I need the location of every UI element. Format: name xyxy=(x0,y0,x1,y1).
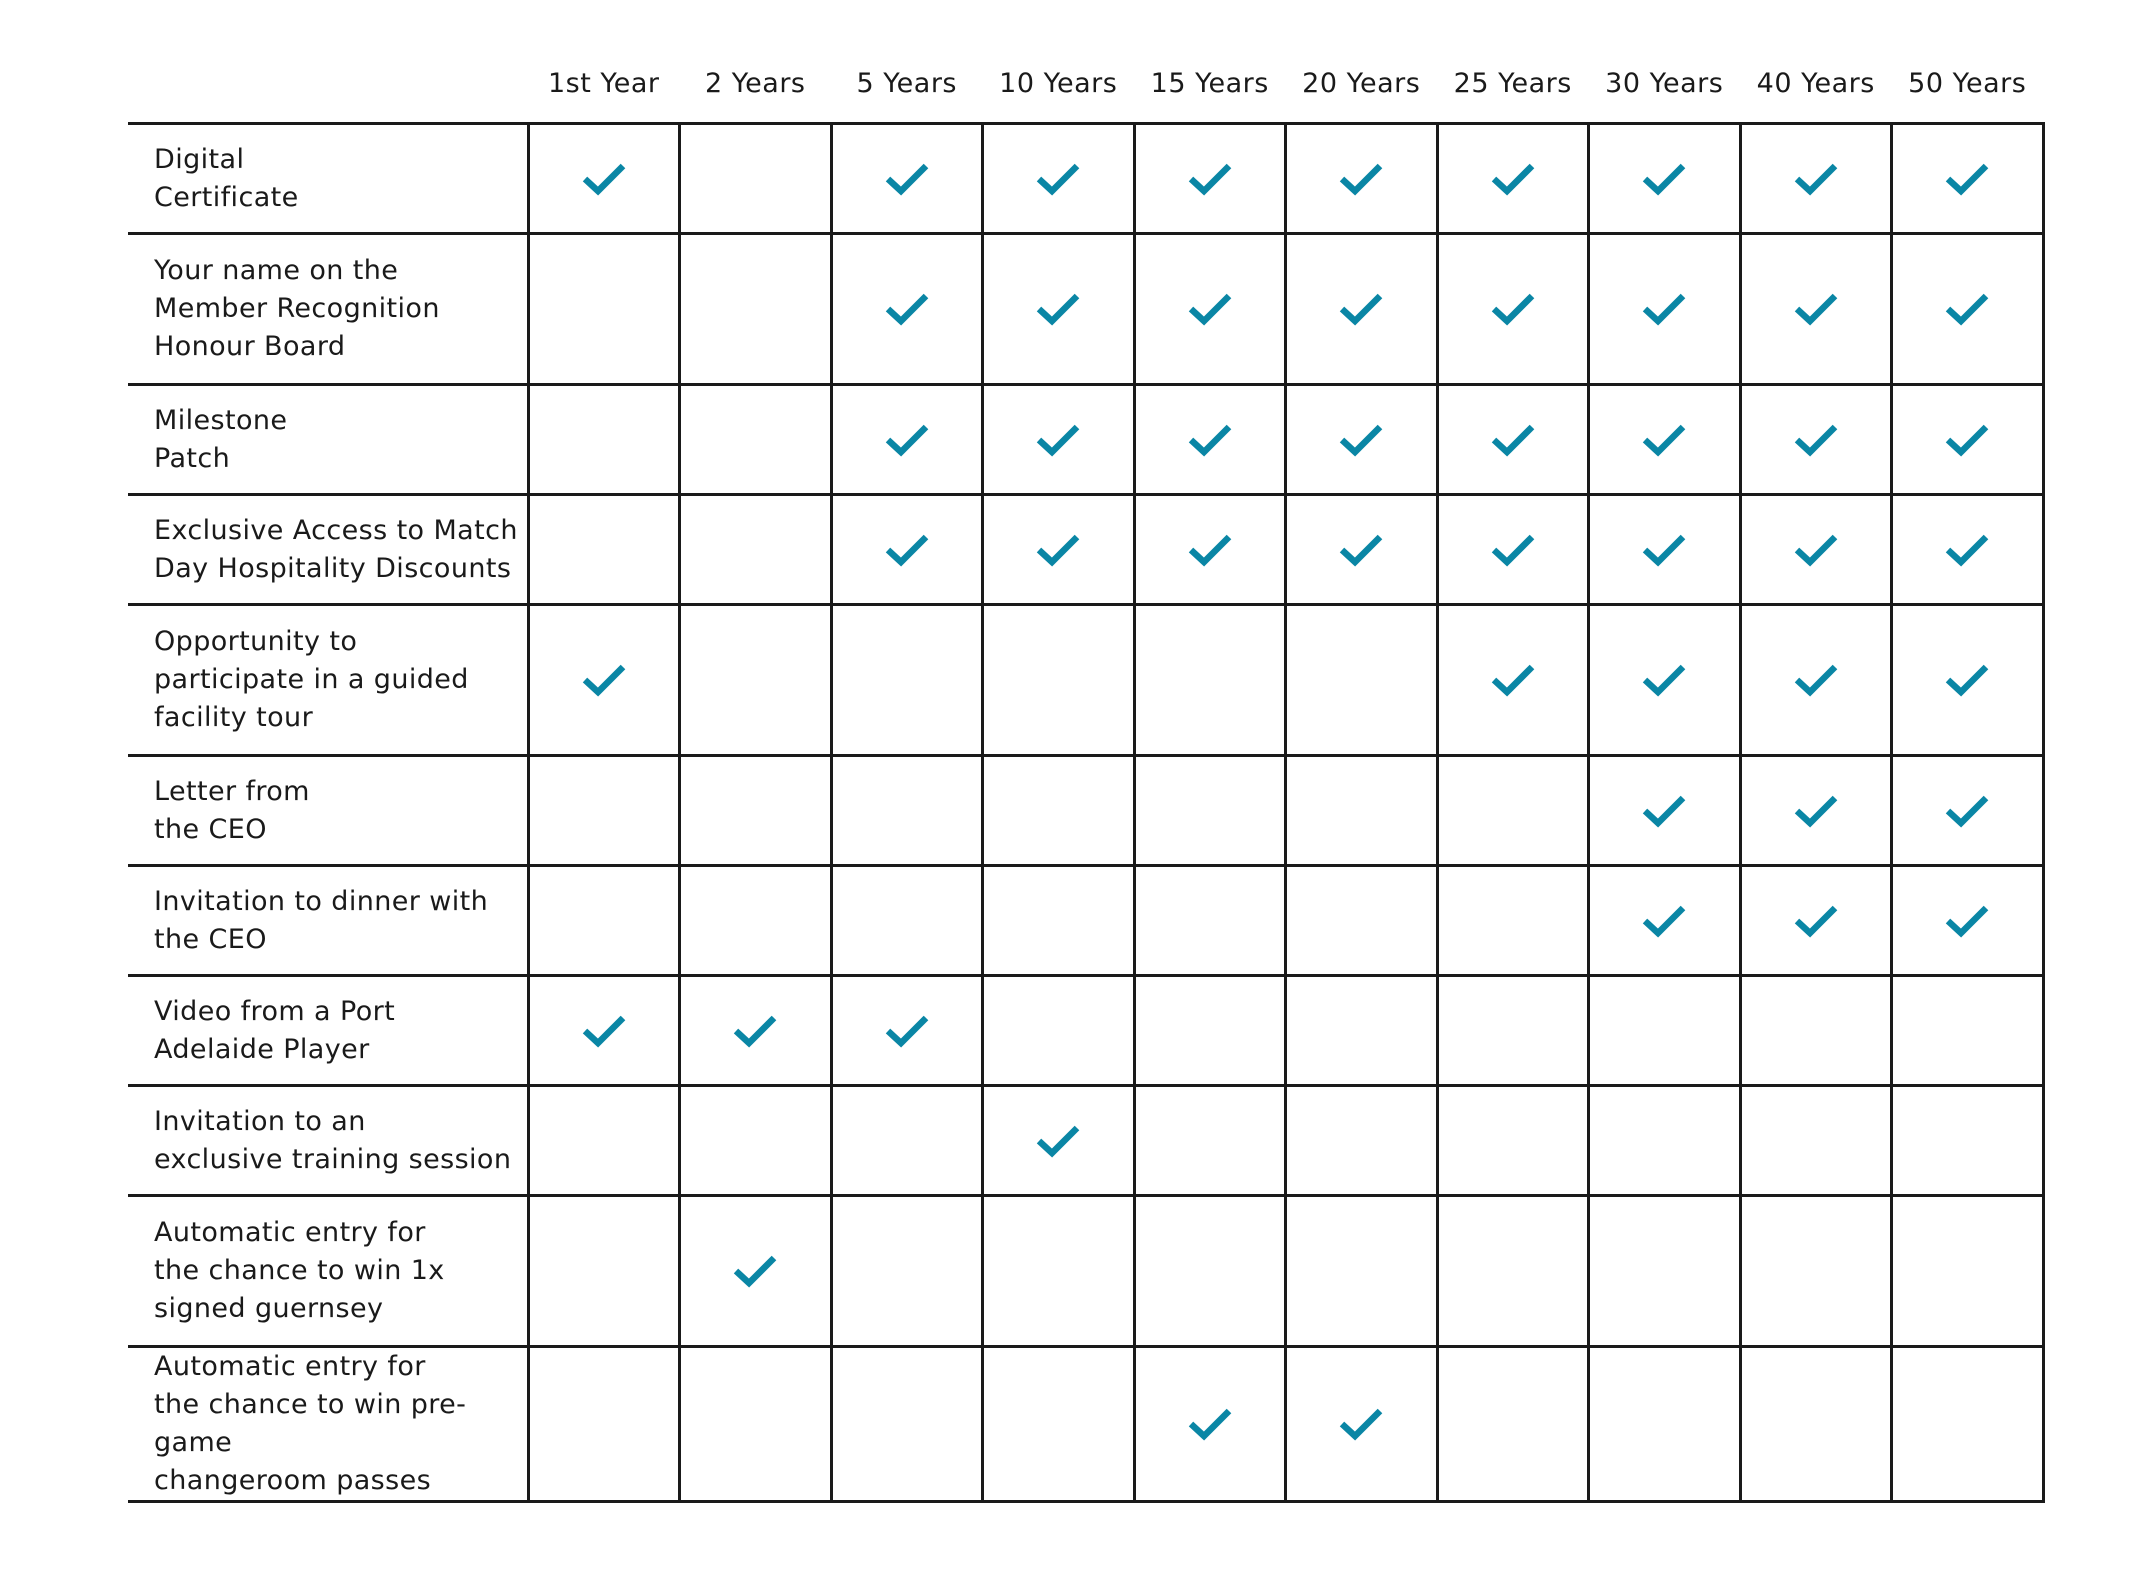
tier-cell xyxy=(1437,234,1589,385)
tier-cell xyxy=(1437,756,1589,866)
tier-cell xyxy=(528,866,680,976)
tier-cell xyxy=(1892,866,2044,976)
check-icon xyxy=(1641,661,1687,699)
tier-cell xyxy=(1589,385,1741,495)
column-header: 2 Years xyxy=(705,67,806,99)
tier-cell xyxy=(1892,124,2044,234)
check-icon xyxy=(1944,160,1990,198)
check-icon xyxy=(1490,290,1536,328)
table-row xyxy=(128,756,2043,866)
tier-cell xyxy=(528,385,680,495)
tier-cell xyxy=(1286,495,1438,605)
tier-cell xyxy=(1134,976,1286,1086)
tier-cell xyxy=(983,1196,1135,1347)
tier-cell xyxy=(831,495,983,605)
tier-cell xyxy=(1134,385,1286,495)
tier-cell xyxy=(1740,385,1892,495)
check-icon xyxy=(1338,1405,1384,1443)
tier-cell xyxy=(1589,1347,1741,1502)
check-icon xyxy=(1641,792,1687,830)
tier-cell xyxy=(680,124,832,234)
tier-cell xyxy=(1589,866,1741,976)
table-row xyxy=(128,866,2043,976)
tier-cell xyxy=(1286,1086,1438,1196)
tier-cell xyxy=(1892,1086,2044,1196)
tier-cell xyxy=(1437,866,1589,976)
benefit-label: Video from a Port Adelaide Player xyxy=(128,976,528,1086)
tier-cell xyxy=(528,1347,680,1502)
tier-cell xyxy=(983,1086,1135,1196)
tier-cell xyxy=(1892,976,2044,1086)
benefit-label: Opportunity to participate in a guided facility tour xyxy=(128,605,528,756)
tier-cell xyxy=(1740,1347,1892,1502)
table-row xyxy=(128,605,2043,756)
check-icon xyxy=(1793,902,1839,940)
tier-cell xyxy=(1740,976,1892,1086)
tier-cell xyxy=(680,234,832,385)
check-icon xyxy=(732,1012,778,1050)
tier-cell xyxy=(1589,1086,1741,1196)
check-icon xyxy=(1793,661,1839,699)
tier-cell xyxy=(1892,234,2044,385)
tier-cell xyxy=(1589,1196,1741,1347)
benefit-label: Invitation to dinner with the CEO xyxy=(128,866,528,976)
tier-cell xyxy=(831,1196,983,1347)
check-icon xyxy=(1187,160,1233,198)
check-icon xyxy=(1490,661,1536,699)
table-row xyxy=(128,1086,2043,1196)
tier-cell xyxy=(1437,1196,1589,1347)
check-icon xyxy=(884,1012,930,1050)
tier-cell xyxy=(1740,605,1892,756)
benefit-label: Digital Certificate xyxy=(128,124,528,234)
check-icon xyxy=(1944,290,1990,328)
check-icon xyxy=(732,1252,778,1290)
tier-cell xyxy=(983,234,1135,385)
tier-cell xyxy=(1589,605,1741,756)
tier-cell xyxy=(680,976,832,1086)
tier-cell xyxy=(1892,495,2044,605)
tier-cell xyxy=(528,976,680,1086)
tier-cell xyxy=(831,866,983,976)
tier-cell xyxy=(680,866,832,976)
check-icon xyxy=(1187,531,1233,569)
table-row xyxy=(128,1347,2043,1502)
check-icon xyxy=(1793,421,1839,459)
check-icon xyxy=(1490,421,1536,459)
check-icon xyxy=(1793,290,1839,328)
tier-cell xyxy=(1286,976,1438,1086)
column-header: 40 Years xyxy=(1756,67,1875,99)
check-icon xyxy=(1035,1122,1081,1160)
tier-cell xyxy=(1892,1347,2044,1502)
tier-cell xyxy=(831,756,983,866)
check-icon xyxy=(1641,290,1687,328)
tier-cell xyxy=(1892,756,2044,866)
check-icon xyxy=(581,160,627,198)
check-icon xyxy=(1944,661,1990,699)
tier-cell xyxy=(1740,866,1892,976)
tier-cell xyxy=(680,1086,832,1196)
check-icon xyxy=(1641,421,1687,459)
tier-cell xyxy=(983,385,1135,495)
tier-cell xyxy=(1740,756,1892,866)
table-row xyxy=(128,124,2043,234)
tier-cell xyxy=(680,605,832,756)
check-icon xyxy=(1641,160,1687,198)
column-header: 15 Years xyxy=(1150,67,1269,99)
tier-cell xyxy=(1589,976,1741,1086)
tier-cell xyxy=(1286,605,1438,756)
tier-cell xyxy=(1286,385,1438,495)
tier-cell xyxy=(1740,1086,1892,1196)
tier-cell xyxy=(983,866,1135,976)
check-icon xyxy=(1338,531,1384,569)
tier-cell xyxy=(1134,756,1286,866)
check-icon xyxy=(1490,531,1536,569)
tier-cell xyxy=(1134,605,1286,756)
tier-cell xyxy=(680,1347,832,1502)
tier-cell xyxy=(1892,605,2044,756)
tier-cell xyxy=(983,495,1135,605)
tier-cell xyxy=(983,756,1135,866)
tier-cell xyxy=(1134,866,1286,976)
column-header: 30 Years xyxy=(1605,67,1724,99)
tier-cell xyxy=(528,756,680,866)
tier-cell xyxy=(831,1086,983,1196)
tier-cell xyxy=(983,605,1135,756)
tier-cell xyxy=(680,756,832,866)
tier-cell xyxy=(1589,495,1741,605)
tier-cell xyxy=(680,385,832,495)
header-corner xyxy=(128,50,528,124)
tier-cell xyxy=(1437,605,1589,756)
check-icon xyxy=(1944,421,1990,459)
tier-cell xyxy=(1286,866,1438,976)
check-icon xyxy=(1793,160,1839,198)
tier-cell xyxy=(831,605,983,756)
tier-cell xyxy=(1286,1196,1438,1347)
tier-cell xyxy=(983,976,1135,1086)
tier-cell xyxy=(831,385,983,495)
tier-cell xyxy=(1892,1196,2044,1347)
tier-cell xyxy=(1134,495,1286,605)
check-icon xyxy=(1944,531,1990,569)
check-icon xyxy=(1793,792,1839,830)
benefit-label: Your name on the Member Recognition Honour Board xyxy=(128,234,528,385)
tier-cell xyxy=(1589,124,1741,234)
benefit-label: Exclusive Access to Match Day Hospitality Discounts xyxy=(128,495,528,605)
table-row xyxy=(128,495,2043,605)
check-icon xyxy=(1338,290,1384,328)
check-icon xyxy=(1944,902,1990,940)
tier-cell xyxy=(831,1347,983,1502)
check-icon xyxy=(1793,531,1839,569)
tier-cell xyxy=(1437,495,1589,605)
tier-cell xyxy=(1134,1086,1286,1196)
check-icon xyxy=(1035,160,1081,198)
tier-cell xyxy=(528,1086,680,1196)
tier-cell xyxy=(1892,385,2044,495)
column-header: 50 Years xyxy=(1908,67,2027,99)
check-icon xyxy=(1035,421,1081,459)
tier-cell xyxy=(680,495,832,605)
tier-cell xyxy=(528,1196,680,1347)
check-icon xyxy=(581,661,627,699)
column-header: 5 Years xyxy=(856,67,957,99)
check-icon xyxy=(884,421,930,459)
benefit-label: Automatic entry for the chance to win pre-game changeroom passes xyxy=(128,1347,528,1502)
check-icon xyxy=(1187,1405,1233,1443)
benefits-table xyxy=(128,50,2045,1503)
check-icon xyxy=(1035,290,1081,328)
tier-cell xyxy=(831,976,983,1086)
check-icon xyxy=(581,1012,627,1050)
check-icon xyxy=(1035,531,1081,569)
table-body xyxy=(128,124,2043,1502)
tier-cell xyxy=(1437,976,1589,1086)
tier-cell xyxy=(1437,385,1589,495)
check-icon xyxy=(884,290,930,328)
check-icon xyxy=(884,531,930,569)
benefit-label: Automatic entry for the chance to win 1x signed guernsey xyxy=(128,1196,528,1347)
check-icon xyxy=(1490,160,1536,198)
tier-cell xyxy=(1134,1196,1286,1347)
benefit-label: Milestone Patch xyxy=(128,385,528,495)
tier-cell xyxy=(1286,1347,1438,1502)
tier-cell xyxy=(983,124,1135,234)
tier-cell xyxy=(1134,124,1286,234)
table-row xyxy=(128,976,2043,1086)
tier-cell xyxy=(1589,756,1741,866)
tier-cell xyxy=(1286,756,1438,866)
tier-cell xyxy=(528,495,680,605)
tier-cell xyxy=(1740,1196,1892,1347)
tier-cell xyxy=(680,1196,832,1347)
check-icon xyxy=(1187,421,1233,459)
column-header: 1st Year xyxy=(547,67,660,99)
tier-cell xyxy=(1740,495,1892,605)
tier-cell xyxy=(1740,234,1892,385)
check-icon xyxy=(1641,531,1687,569)
column-header: 25 Years xyxy=(1453,67,1572,99)
tier-cell xyxy=(1134,234,1286,385)
column-header: 20 Years xyxy=(1302,67,1421,99)
benefit-label: Letter from the CEO xyxy=(128,756,528,866)
check-icon xyxy=(1338,421,1384,459)
table-row xyxy=(128,1196,2043,1347)
tier-cell xyxy=(528,124,680,234)
table-row xyxy=(128,385,2043,495)
tier-cell xyxy=(831,124,983,234)
tier-cell xyxy=(1437,124,1589,234)
table-row xyxy=(128,234,2043,385)
check-icon xyxy=(1338,160,1384,198)
check-icon xyxy=(1187,290,1233,328)
tier-cell xyxy=(528,234,680,385)
tier-cell xyxy=(1437,1347,1589,1502)
tier-cell xyxy=(831,234,983,385)
tier-cell xyxy=(1740,124,1892,234)
tier-cell xyxy=(1286,234,1438,385)
benefit-label: Invitation to an exclusive training session xyxy=(128,1086,528,1196)
tier-cell xyxy=(528,605,680,756)
tier-cell xyxy=(1589,234,1741,385)
check-icon xyxy=(1944,792,1990,830)
tier-cell xyxy=(1134,1347,1286,1502)
check-icon xyxy=(1641,902,1687,940)
column-header: 10 Years xyxy=(999,67,1118,99)
tier-cell xyxy=(1437,1086,1589,1196)
tier-cell xyxy=(1286,124,1438,234)
tier-cell xyxy=(983,1347,1135,1502)
check-icon xyxy=(884,160,930,198)
header-row xyxy=(128,50,2043,124)
